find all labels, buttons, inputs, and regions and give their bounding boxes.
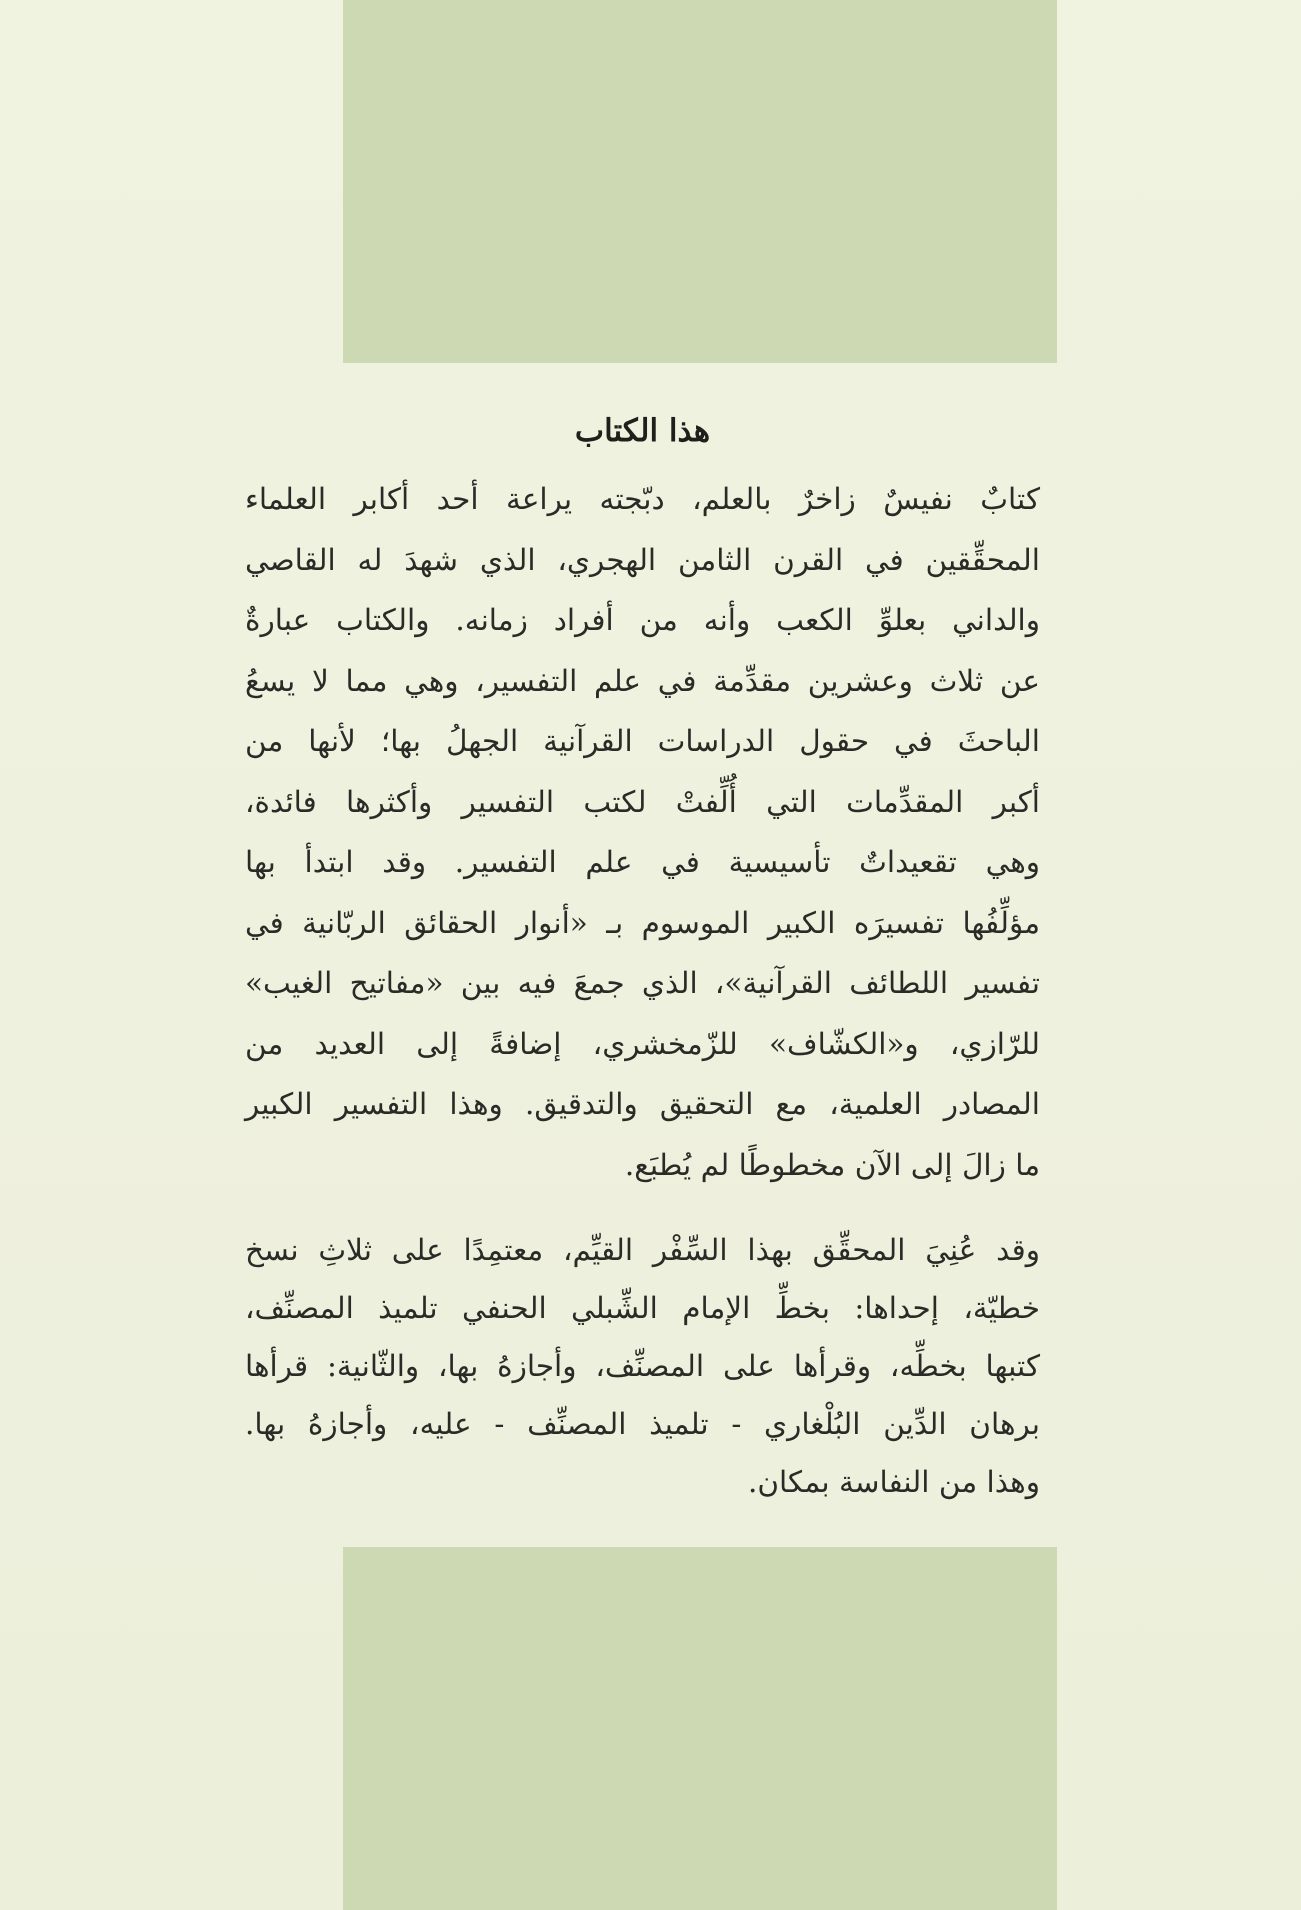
text-line: وهذا من النفاسة بمكان. [748,1465,1040,1499]
text-line: برهان الدِّين البُلْغاري - تلميذ المصنِّف - عليه، وأجازهُ بها. [245,1407,1040,1441]
description-paragraph-1 [245,469,1040,1195]
text-line: وقد عُنِيَ المحقِّق بهذا السِّفْر القيِّم، معتمِدًا على ثلاثِ نسخ [245,1233,1040,1267]
text-line: تفسير اللطائف القرآنية»، الذي جمعَ فيه بين «مفاتيح الغيب» [245,966,1040,1000]
section-heading: هذا الكتاب [574,413,711,449]
text-line: خطيّة، إحداها: بخطِّ الإمام الشِّبلي الحنفي تلميذ المصنِّف، [245,1291,1040,1325]
text-line: المصادر العلمية، مع التحقيق والتدقيق. وهذا التفسير الكبير [245,1087,1040,1121]
description-paragraph-2 [245,1221,1040,1511]
text-line: ما زالَ إلى الآن مخطوطًا لم يُطبَع. [624,1147,1040,1182]
text-line: الباحثَ في حقول الدراسات القرآنية الجهلُ بها؛ لأنها من [245,724,1040,758]
text-line: أكبر المقدِّمات التي أُلِّفتْ لكتب التفسير وأكثرها فائدة، [245,784,1040,819]
text-line: للرّازي، و«الكشّاف» للزّمخشري، إضافةً إلى العديد من [245,1026,1040,1061]
text-line: والداني بعلوِّ الكعب وأنه من أفراد زمانه. والكتاب عبارةٌ [245,603,1040,637]
book-description [245,405,1040,1511]
top-decorative-band [343,0,1057,363]
text-line: كتبها بخطِّه، وقرأها على المصنِّف، وأجازهُ بها، والثّانية: قرأها [245,1349,1040,1383]
text-line: وهي تقعيداتٌ تأسيسية في علم التفسير. وقد ابتدأ بها [245,845,1040,879]
text-line: عن ثلاث وعشرين مقدِّمة في علم التفسير، وهي مما لا يسعُ [245,663,1040,698]
text-line: مؤلِّفُها تفسيرَه الكبير الموسوم بـ «أنوار الحقائق الربّانية في [245,905,1040,940]
text-line: كتابٌ نفيسٌ زاخرٌ بالعلم، دبّجته يراعة أحد أكابر العلماء [245,482,1040,516]
bottom-decorative-band [343,1547,1057,1910]
text-line: المحقِّقين في القرن الثامن الهجري، الذي شهدَ له القاصي [245,542,1040,577]
